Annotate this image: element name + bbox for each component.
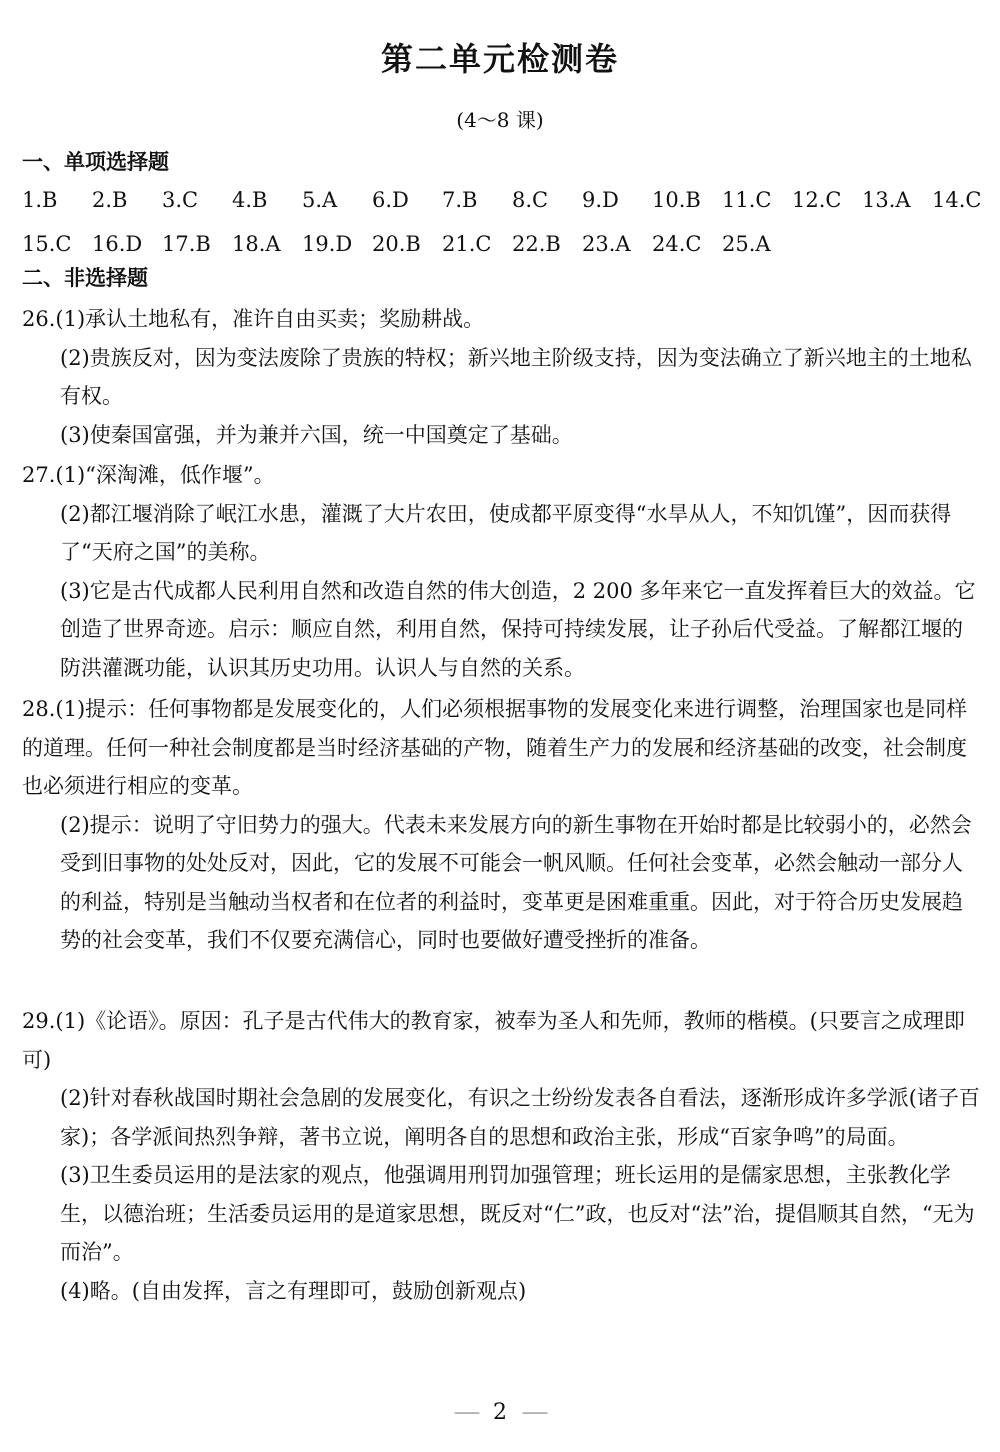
answer-item: 16.D [92, 232, 143, 256]
question-28 [22, 690, 980, 960]
question-29 [22, 1002, 980, 1310]
page-number-dash-left: —— [454, 1405, 478, 1421]
answer-paragraph: (3)它是古代成都人民利用自然和改造自然的伟大创造，2 200 多年来它一直发挥着巨大的效益。它创造了世界奇迹。启示：顺应自然，利用自然，保持可持续发展，让子孙后代受益。了解都江堰的防洪灌溉功能，认识其历史功用。认识人与自然的关系。 [60, 578, 976, 680]
answer-paragraph: (4)略。(自由发挥，言之有理即可，鼓励创新观点) [60, 1278, 527, 1303]
answer-paragraph: (3)使秦国富强，并为兼并六国，统一中国奠定了基础。 [60, 422, 573, 447]
answer-item: 12.C [792, 188, 842, 212]
answer-paragraph: 29.(1)《论语》。原因：孔子是古代伟大的教育家，被奉为圣人和先师，教师的楷模。(只要言之成理即可) [22, 1009, 965, 1072]
answer-item: 13.A [862, 188, 911, 212]
answer-key-multiple-choice [22, 178, 982, 266]
answer-item: 23.A [582, 232, 631, 256]
answer-row [22, 178, 982, 222]
answer-row [22, 222, 982, 266]
answer-item: 19.D [302, 232, 353, 256]
answer-item: 25.A [722, 232, 771, 256]
answer-item: 20.B [372, 232, 421, 256]
answer-paragraph: (2)针对春秋战国时期社会急剧的发展变化，有识之士纷纷发表各自看法，逐渐形成许多学派(诸子百家)；各学派间热烈争辩，著书立说，阐明各自的思想和政治主张，形成“百家争鸣”的局面。 [60, 1086, 980, 1149]
answer-item: 3.C [162, 188, 199, 212]
page-subtitle: (4～8 课) [456, 108, 544, 132]
answer-item: 21.C [442, 232, 492, 256]
answer-item: 15.C [22, 232, 72, 256]
answer-item: 11.C [722, 188, 772, 212]
answer-item: 4.B [232, 188, 268, 212]
question-27 [22, 456, 980, 687]
page-title: 第二单元检测卷 [380, 40, 619, 78]
answer-item: 22.B [512, 232, 561, 256]
answer-paragraph: 28.(1)提示：任何事物都是发展变化的，人们必须根据事物的发展变化来进行调整，治理国家也是同样的道理。任何一种社会制度都是当时经济基础的产物，随着生产力的发展和经济基础的改变，社会制度也必须进行相应的变革。 [22, 697, 968, 798]
answer-item: 24.C [652, 232, 702, 256]
section-heading-non-choice: 二、非选择题 [22, 265, 148, 290]
answer-paragraph: 27.(1)“深淘滩，低作堰”。 [22, 463, 275, 487]
answer-paragraph: 26.(1)承认土地私有，准许自由买卖；奖励耕战。 [22, 307, 485, 331]
answer-item: 8.C [512, 188, 549, 212]
answer-item: 18.A [232, 232, 281, 256]
answer-paragraph: (2)贵族反对，因为变法废除了贵族的特权；新兴地主阶级支持，因为变法确立了新兴地主的土地私有权。 [60, 345, 972, 408]
answer-item: 1.B [22, 188, 58, 212]
answer-paragraph: (2)都江堰消除了岷江水患，灌溉了大片农田，使成都平原变得“水旱从人，不知饥馑”，因而获得了“天府之国”的美称。 [60, 501, 952, 564]
answer-item: 9.D [582, 188, 619, 212]
answer-item: 17.B [162, 232, 211, 256]
answer-item: 2.B [92, 188, 128, 212]
answer-item: 7.B [442, 188, 478, 212]
question-26 [22, 300, 980, 454]
answer-item: 14.C [932, 188, 982, 212]
answer-item: 10.B [652, 188, 701, 212]
answer-paragraph: (3)卫生委员运用的是法家的观点，他强调用刑罚加强管理；班长运用的是儒家思想，主张教化学生，以德治班；生活委员运用的是道家思想，既反对“仁”政，也反对“法”治，提倡顺其自然，“无为而治”。 [60, 1163, 975, 1264]
answer-item: 6.D [372, 188, 409, 212]
answer-paragraph: (2)提示：说明了守旧势力的强大。代表未来发展方向的新生事物在开始时都是比较弱小的，必然会受到旧事物的处处反对，因此，它的发展不可能会一帆风顺。任何社会变革，必然会触动一部分人的利益，特别是当触动当权者和在位者的利益时，变革更是困难重重。因此，对于符合历史发展趋势的社会变革，我们不仅要充满信心，同时也要做好遭受挫折的准备。 [60, 812, 972, 952]
page-number-dash-right: —— [522, 1405, 546, 1421]
page-number-value: 2 [493, 1400, 507, 1425]
answer-item: 5.A [302, 188, 338, 212]
section-heading-multiple-choice: 一、单项选择题 [22, 149, 169, 174]
page-number [0, 1400, 1000, 1425]
